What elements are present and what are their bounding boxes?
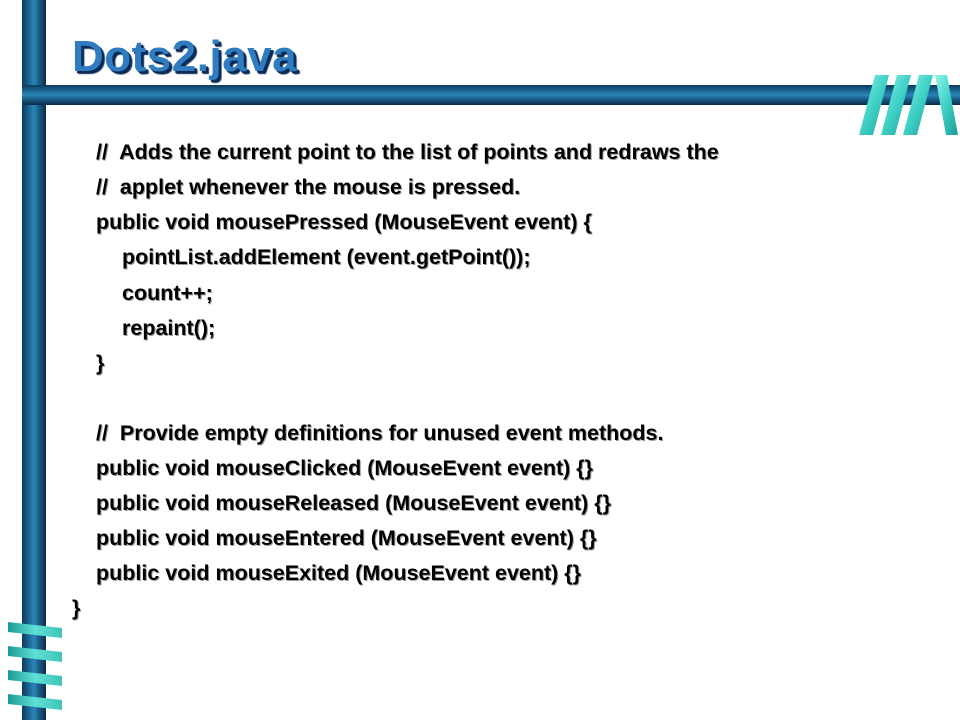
code-line: repaint();: [122, 316, 216, 340]
code-line: count++;: [122, 281, 213, 305]
code-line: public void mouseClicked (MouseEvent event) {}: [96, 456, 593, 480]
code-line-comment: // Adds the current point to the list of points and redraws the: [96, 140, 719, 164]
code-line: }: [96, 351, 105, 375]
slide-title: Dots2.java: [72, 32, 298, 81]
code-line: }: [72, 596, 81, 620]
code-line: public void mouseEntered (MouseEvent event) {}: [96, 526, 597, 550]
top-horizontal-bar: [22, 85, 960, 105]
code-line: public void mouseReleased (MouseEvent event) {}: [96, 491, 611, 515]
code-line: public void mousePressed (MouseEvent event) {: [96, 210, 592, 234]
top-right-stripes-icon: [855, 70, 960, 140]
code-line-comment: // Provide empty definitions for unused event methods.: [96, 421, 664, 445]
code-line: pointList.addElement (event.getPoint());: [122, 245, 531, 269]
code-line: public void mouseExited (MouseEvent event) {}: [96, 561, 582, 585]
left-vertical-bar: [22, 0, 46, 720]
code-line-comment: // applet whenever the mouse is pressed.: [96, 175, 521, 199]
bottom-left-stripes-icon: [0, 618, 70, 720]
